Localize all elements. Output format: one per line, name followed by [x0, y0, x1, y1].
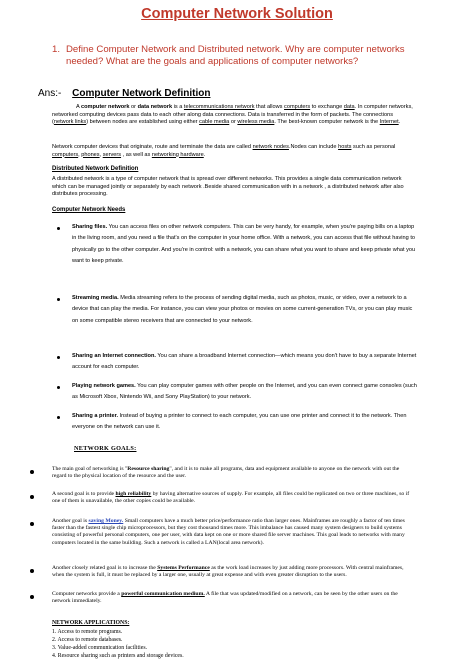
link-computers[interactable]: computers: [284, 104, 311, 110]
answer-prefix: Ans:-: [38, 88, 62, 99]
need-label: Sharing an Internet connection.: [72, 353, 156, 359]
bullet-icon: [57, 356, 60, 359]
text-run: The main goal of networking is ": [52, 466, 128, 472]
needs-heading: Computer Network Needs: [52, 207, 126, 213]
text-run: such as personal: [351, 144, 396, 150]
link-hosts[interactable]: hosts: [338, 144, 352, 150]
text-run: Small computers have a much better price/performance ratio than larger ones. Mainframes are roughly a factor of ten times faster than the fastest single chip microprocessors, but they cost thousand times more. This imbalance has caused many system designers to build systems consisting of powerful personal computers, one per user, with data kept on one or more shared file server machines. This goal leads to networks with many computers located in the same building. Such a network is called a LAN(local area network).: [52, 518, 405, 546]
text-run: ,: [99, 151, 103, 158]
answer-heading: Computer Network Definition: [72, 88, 211, 99]
bullet-icon: [57, 227, 60, 230]
goal-keyword: saving Money.: [88, 518, 124, 524]
text-run: by having alternative sources of supply. For example, all files could be replicated on two or three machines, so if one of them is unavailable, the other copies could be available.: [52, 491, 410, 505]
document-title: Computer Network Solution: [141, 6, 333, 22]
need-text: You can share a broadband Internet connection—which means you don't have to buy a separate Internet account for each computer.: [72, 353, 417, 371]
need-text: You can access files on other network computers. This can be very handy, for example, when you're paying bills on a laptop in the living room, and you need a file that's on the computer in your home office. With a network, you can access that file without having to physically go to the other computer. And you're in control: with a network, you can share what you want to share and keep private what you want to keep private.: [72, 224, 416, 264]
text-run: is a: [172, 104, 184, 110]
term-computer-network: computer network: [80, 104, 130, 110]
bullet-icon: [30, 470, 34, 474]
indent: A: [76, 104, 81, 110]
definition-paragraph-2: [52, 144, 414, 159]
text-run: . The best-known computer network is the: [274, 119, 380, 126]
text-run: A file that was updated/modified on a network, can be seen by the other users on the network immediately.: [52, 591, 398, 605]
bullet-icon: [30, 569, 34, 573]
goal-keyword: powerful communication medium.: [121, 591, 205, 597]
link-network-links[interactable]: network links: [53, 119, 87, 126]
goal-high-reliability: [52, 491, 414, 505]
goal-keyword: high reliability: [115, 491, 152, 497]
need-item-network-games: [72, 381, 418, 404]
link-phones[interactable]: phones: [81, 151, 100, 158]
list-item: 4. Resource sharing such as printers and storage devices.: [52, 653, 184, 659]
need-text: You can play computer games with other people on the Internet, and you can even connect game consoles (such as Microsoft Xbox, Nintendo Wii, and Sony PlayStation) to your network.: [72, 383, 417, 401]
text-run: .: [203, 151, 206, 158]
link-network-nodes[interactable]: network nodes: [252, 144, 289, 150]
text-run: Another goal is: [52, 518, 89, 524]
text-run: or: [229, 119, 238, 126]
bullet-icon: [30, 495, 34, 499]
bullet-icon: [30, 595, 34, 599]
goal-resource-sharing: [52, 466, 414, 480]
goal-communication-medium: [52, 591, 414, 605]
text-run: Network computer devices that originate, route and terminate the data are called: [52, 144, 253, 150]
text-run: . In computer networks, networked computing devices pass data to each other along data connections. Data is transferred in the form of packets. The connections (: [52, 104, 413, 126]
answer-line: [38, 88, 210, 99]
list-item: 1. Access to remote programs.: [52, 629, 123, 635]
question-text: Define Computer Network and Distributed network. Why are computer networks needed? What are the goals and applications of computer networks?: [66, 44, 405, 67]
text-run: ", and it is to make all programs, data and equipment available to anyone on the network with out the regard to the physical location of the resource and the user.: [52, 466, 400, 480]
list-item: 2. Access to remote databases.: [52, 637, 123, 643]
applications-heading: NETWORK APPLICATIONS:: [52, 620, 130, 626]
need-item-sharing-printer: [72, 411, 418, 434]
question-number: 1.: [52, 44, 61, 55]
applications-list: [52, 628, 184, 660]
need-text: Instead of buying a printer to connect to each computer, you can use one printer and connect it to the network. Then everyone on the network can use it.: [72, 413, 407, 431]
link-networking-hardware[interactable]: networking hardware: [151, 151, 204, 158]
text-run: Computer networks provide a: [52, 591, 122, 597]
distributed-paragraph: A distributed network is a type of computer network that is spread over different networks. This provides a single data communication network which can be managed jointly or separately by each network .Beside shared communication with in a network , a distributed network after also distributes processing.: [52, 176, 404, 198]
need-item-streaming-media: [72, 293, 418, 327]
bullet-icon: [30, 522, 34, 526]
need-label: Streaming media.: [72, 295, 119, 301]
need-label: Sharing a printer.: [72, 413, 119, 419]
link-computers-2[interactable]: computers: [52, 151, 79, 158]
text-run: to exchange: [310, 104, 344, 110]
text-run: .Nodes can include: [288, 144, 339, 150]
term-data-network: data network: [137, 104, 173, 110]
goal-keyword: Systems Performance: [157, 565, 210, 571]
question-1: [52, 44, 416, 68]
need-text: Media streaming refers to the process of sending digital media, such as photos, music, or video, over a network to a device that can play the media. For instance, you can view your photos or movies on some current-generation TVs, or you can play music on some compatible stereo receivers that are connected to your network.: [72, 295, 413, 324]
text-run: .: [398, 119, 401, 126]
link-data[interactable]: data: [343, 104, 355, 110]
link-cable-media[interactable]: cable media: [199, 119, 230, 126]
link-servers[interactable]: servers: [102, 151, 122, 158]
need-label: Sharing files.: [72, 224, 108, 230]
text-run: ,: [78, 151, 82, 158]
link-internet[interactable]: Internet: [379, 119, 399, 126]
goal-keyword: Resource sharing: [127, 466, 170, 472]
list-item: 3. Value-added communication facilities.: [52, 645, 148, 651]
text-run: ) between nodes are established using either: [86, 119, 200, 126]
need-item-sharing-files: [72, 222, 418, 267]
distributed-heading: Distributed Network Definition: [52, 166, 139, 172]
bullet-icon: [57, 386, 60, 389]
need-label: Playing network games.: [72, 383, 136, 389]
need-item-sharing-internet: [72, 351, 418, 374]
goals-heading: NETWORK GOALS:: [74, 445, 137, 452]
text-run: or: [129, 104, 138, 110]
bullet-icon: [57, 298, 60, 301]
goal-systems-performance: [52, 565, 414, 579]
link-wireless-media[interactable]: wireless media: [237, 119, 275, 126]
text-run: Another closely related goal is to increase the: [52, 565, 158, 571]
text-run: as the work load increases by just adding more processors. With central mainframes, when the system is full, it must be replaced by a larger one, usually at great expense and with even greater disruption to the users.: [52, 565, 404, 579]
text-run: , as well as: [121, 151, 152, 158]
goal-saving-money: [52, 518, 414, 547]
link-telecommunications-network[interactable]: telecommunications network: [183, 104, 255, 110]
text-run: that allows: [254, 104, 285, 110]
text-run: A second goal is to provide: [52, 491, 116, 497]
definition-paragraph-1: [52, 104, 414, 127]
bullet-icon: [57, 416, 60, 419]
